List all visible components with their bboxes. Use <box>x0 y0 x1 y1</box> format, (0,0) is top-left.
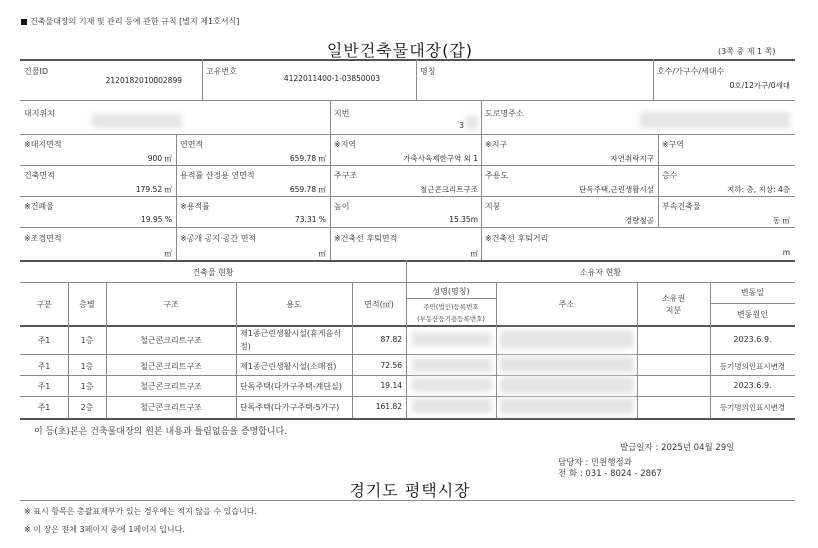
row-use-cont: 점) <box>240 342 251 351</box>
row-area: 161.82 <box>375 402 402 411</box>
status-line <box>20 396 795 397</box>
redacted-owner <box>412 332 492 346</box>
unique-no-label: 고유번호 <box>206 67 237 76</box>
far-value: 73.31 % <box>295 215 326 224</box>
redacted-owner <box>412 378 492 392</box>
row-use: 제1종근린생활시설(휴게음식 <box>240 329 341 338</box>
grid-line <box>20 134 795 135</box>
unique-no-value: 4122011400-1-03850003 <box>283 74 380 83</box>
building-id-label: 건물ID <box>24 67 48 76</box>
bcr-label: ※건폐율 <box>24 202 54 211</box>
setback-area-value: ㎡ <box>470 249 478 258</box>
site-area-label: ※대지면적 <box>24 140 62 149</box>
row-structure: 철근콘크리트구조 <box>140 336 202 345</box>
grid-vline <box>658 134 659 227</box>
col-change-cause-header: 변동원인 <box>737 310 768 319</box>
row-change-cause: 등기명의인표시변경 <box>719 403 786 412</box>
col-address-header: 주소 <box>558 300 575 309</box>
col-owner-id-header: 주민(법인)등록번호 <box>423 303 479 311</box>
setback-distance-value: m <box>782 248 790 257</box>
row-floor: 2층 <box>80 403 94 412</box>
name-label: 명칭 <box>420 67 436 76</box>
site-location-label: 대지위치 <box>24 109 55 118</box>
main-structure-label: 주구조 <box>334 171 358 180</box>
row-area: 87.82 <box>380 335 402 344</box>
col-area-header: 면적(㎡) <box>364 300 394 309</box>
floors-label: 층수 <box>662 171 678 180</box>
open-space-label: ※공개 공지·공간 면적 <box>180 234 257 243</box>
issuer-name: 경기도 평택시장 <box>349 481 471 500</box>
grid-line <box>20 196 795 197</box>
open-space-value: ㎡ <box>318 249 326 258</box>
total-floor-area-label: 연면적 <box>180 140 204 149</box>
row-area: 19.14 <box>380 381 402 390</box>
grid-vline <box>481 100 482 260</box>
redacted-site-location <box>92 114 182 128</box>
grid-vline <box>202 59 203 100</box>
row-type: 주1 <box>37 403 51 412</box>
setback-distance-label: ※건축선 후퇴거리 <box>485 234 549 243</box>
status-line <box>20 418 795 420</box>
document-title: 일반건축물대장(갑) <box>326 41 474 60</box>
certification-text: 이 등(초)본은 건축물대장의 원본 내용과 틀림없음을 증명합니다. <box>34 427 288 437</box>
redacted-address <box>500 398 634 414</box>
landscape-area-label: ※조경면적 <box>24 234 62 243</box>
footer-note-1: ※ 표시 항목은 총괄표제부가 있는 경우에는 적지 않을 수 있습니다. <box>24 507 258 516</box>
redacted-address <box>500 377 634 393</box>
grid-line <box>20 100 795 101</box>
footer-note-2: ※ 이 장은 전체 3페이지 중에 1페이지 입니다. <box>24 525 185 534</box>
redacted-owner <box>412 399 492 413</box>
row-use: 단독주택(다가구주택-계단실) <box>240 382 342 391</box>
col-owner-id2-header: (부동산등기용등록번호) <box>417 315 485 323</box>
lot-number-label: 지번 <box>334 109 350 118</box>
row-floor: 1층 <box>80 382 94 391</box>
road-address-label: 도로명주소 <box>485 109 524 118</box>
regulation-text: 건축물대장의 기재 및 관리 등에 관한 규칙 [별지 제1호서식] <box>30 17 240 26</box>
far-area-label: 용적률 산정용 연면적 <box>180 171 255 180</box>
status-line <box>20 354 795 355</box>
bcr-value: 19.95 % <box>141 215 172 224</box>
redacted-road-address <box>640 112 790 128</box>
redacted-address <box>500 330 634 348</box>
building-area-label: 건축면적 <box>24 171 55 180</box>
col-owner-name-header: 성명(명칭) <box>432 287 470 296</box>
col-use-header: 용도 <box>286 300 302 309</box>
status-vline <box>406 260 407 418</box>
setback-area-label: ※건축선 후퇴면적 <box>334 234 398 243</box>
status-line <box>710 303 795 304</box>
row-use: 제1종근린생활시설(소매점) <box>240 362 337 371</box>
redacted-address <box>500 356 634 372</box>
roof-value: 경량철골 <box>625 216 654 225</box>
regulation-caption <box>21 16 239 27</box>
row-area: 72.56 <box>380 361 402 370</box>
floors-value: 지하: 층, 지상: 4층 <box>727 185 790 194</box>
officer-info: 담당자 : 민원행정과 <box>558 458 632 468</box>
row-structure: 철근콘크리트구조 <box>140 362 202 371</box>
col-share-header: 소유권 <box>661 294 686 303</box>
row-type: 주1 <box>37 362 51 371</box>
grid-vline <box>653 59 654 100</box>
status-vline <box>710 282 711 418</box>
height-label: 높이 <box>334 202 350 211</box>
lot-number-value: 3 <box>459 121 464 130</box>
units-value: 0호/12가구/0세대 <box>729 81 790 90</box>
col-change-date-header: 변동일 <box>740 288 765 297</box>
landscape-area-value: ㎡ <box>164 249 172 258</box>
row-change-date: 2023.6.9. <box>733 381 772 390</box>
row-floor: 1층 <box>80 336 94 345</box>
district-value: 자연취락지구 <box>610 154 654 163</box>
district-label: ※지구 <box>485 140 508 149</box>
site-area-value: 900 ㎡ <box>147 154 172 163</box>
redacted-owner <box>412 358 492 372</box>
grid-line <box>20 260 795 262</box>
status-line <box>20 325 795 327</box>
height-value: 15.35m <box>449 215 478 224</box>
row-use: 단독주택(다가구주택-5가구) <box>240 403 340 412</box>
col-floor-header: 층별 <box>79 300 95 309</box>
page-info: (3쪽 중 제 1 쪽) <box>718 47 776 56</box>
col-share2-header: 지분 <box>665 306 682 315</box>
building-status-title: 건축물 현황 <box>192 268 234 277</box>
area-label: ※구역 <box>662 140 685 149</box>
footer-divider <box>20 500 795 501</box>
main-structure-value: 철근콘크리트구조 <box>420 185 478 194</box>
row-structure: 철근콘크리트구조 <box>140 382 202 391</box>
grid-line <box>20 165 795 166</box>
grid-line <box>20 227 795 228</box>
building-area-value: 179.52 ㎡ <box>135 185 172 194</box>
issue-date: 발급일자 : 2025년 04월 29일 <box>620 443 735 453</box>
far-area-value: 659.78 ㎡ <box>289 185 326 194</box>
annex-label: 부속건축물 <box>662 202 701 211</box>
row-type: 주1 <box>37 336 51 345</box>
units-label: 호수/가구수/세대수 <box>657 67 725 76</box>
zone-label: ※지역 <box>334 140 357 149</box>
phone-info: 전 화 : 031 - 8024 - 2867 <box>558 469 662 479</box>
annex-value: 동 ㎡ <box>772 216 790 225</box>
row-change-cause: 등기명의인표시변경 <box>719 362 786 371</box>
col-structure-header: 구조 <box>163 300 179 309</box>
grid-vline <box>416 59 417 100</box>
far-label: ※용적률 <box>180 202 210 211</box>
grid-vline <box>330 100 331 260</box>
row-type: 주1 <box>37 382 51 391</box>
owner-status-title: 소유자 현황 <box>579 268 622 277</box>
zone-value: 가축사육제한구역 외 1 <box>403 154 478 163</box>
col-type-header: 구분 <box>36 300 52 309</box>
grid-vline <box>176 134 177 260</box>
status-line <box>20 375 795 376</box>
grid-top-border <box>20 59 795 61</box>
main-use-label: 주용도 <box>485 171 509 180</box>
owner-header-divider <box>406 298 496 299</box>
total-floor-area-value: 659.78 ㎡ <box>289 154 326 163</box>
row-structure: 철근콘크리트구조 <box>140 403 202 412</box>
row-floor: 1층 <box>80 362 94 371</box>
redacted-lot-number <box>466 116 478 130</box>
roof-label: 지붕 <box>485 202 501 211</box>
main-use-value: 단독주택,근린생활시설 <box>579 185 654 194</box>
status-line <box>20 282 795 283</box>
row-change-date: 2023.6.9. <box>733 335 772 344</box>
building-id-value: 2120182010002899 <box>105 76 182 85</box>
square-bullet-icon <box>21 19 27 25</box>
